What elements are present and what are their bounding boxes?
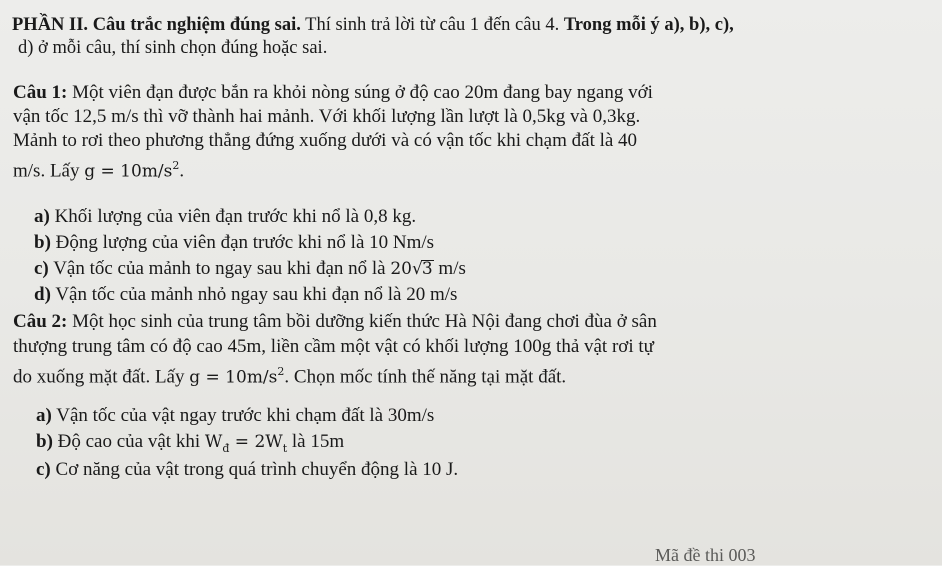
instructions-bold: Trong mỗi ý a), b), c), [563, 15, 734, 35]
exam-code: Mã đề thi 003 [655, 545, 756, 565]
q2-line-3: do xuống mặt đất. Lấy $g = 10m/s^2$. Chọn mốc tính thế năng tại mặt đất. [13, 365, 567, 388]
q2-line-2: thượng trung tâm có độ cao 45m, liền cầm một vật có khối lượng 100g thả vật rơi tự [13, 336, 654, 357]
q1-option-c: c) Vận tốc của mảnh to ngay sau khi đạn nổ là 20√3 m/s [34, 258, 466, 279]
part-title: Câu trắc nghiệm đúng sai. [92, 15, 301, 35]
bleed-through-mark [470, 56, 890, 76]
q1-line-4: m/s. Lấy $g = 10m/s^2$. [13, 159, 185, 182]
q2-option-c: c) Cơ năng của vật trong quá trình chuyển động là 10 J. [36, 459, 459, 480]
q1-line-2: vận tốc 12,5 m/s thì vỡ thành hai mảnh. Với khối lượng lần lượt là 0,5kg và 0,3kg. [13, 106, 641, 127]
q1-option-a: a) Khối lượng của viên đạn trước khi nổ là 0,8 kg. [34, 206, 417, 227]
q2-line-1: Câu 2: Một học sinh của trung tâm bồi dưỡng kiến thức Hà Nội đang chơi đùa ở sân [13, 311, 657, 332]
q2-option-b: b) Độ cao của vật khi $W_đ = 2W_t$ là 15m [36, 431, 345, 455]
q2-label: Câu 2: [13, 311, 68, 332]
instructions-line-1 [12, 14, 734, 36]
q1-label: Câu 1: [13, 82, 68, 103]
instructions-text: Thí sinh trả lời từ câu 1 đến câu 4. [305, 15, 560, 35]
part-label: PHẦN II. [12, 15, 89, 35]
q1-option-b: b) Động lượng của viên đạn trước khi nổ là 10 Nm/s [34, 232, 435, 253]
q1-line-3: Mảnh to rơi theo phương thẳng đứng xuống dưới và có vận tốc khi chạm đất là 40 [13, 130, 638, 151]
sqrt-radicand: 3 [421, 259, 433, 279]
q1-option-d: d) Vận tốc của mảnh nhỏ ngay sau khi đạn nổ là 20 m/s [34, 284, 458, 305]
instructions-line-2: d) ở mỗi câu, thí sinh chọn đúng hoặc sai. [18, 38, 328, 58]
q1-line-1: Câu 1: Một viên đạn được bắn ra khỏi nòng súng ở độ cao 20m đang bay ngang với [13, 82, 653, 103]
q2-option-a: a) Vận tốc của vật ngay trước khi chạm đất là 30m/s [36, 405, 435, 426]
